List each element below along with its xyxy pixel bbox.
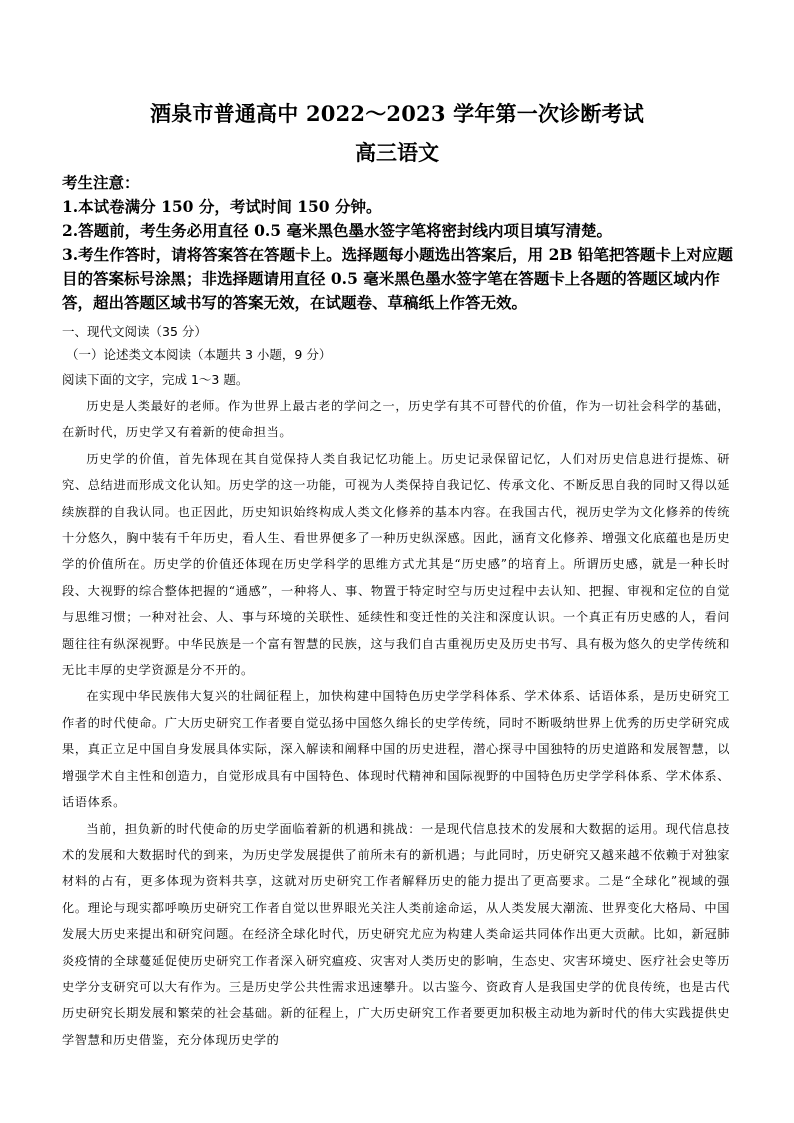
passage-paragraph-3: 在实现中华民族伟大复兴的壮阔征程上，加快构建中国特色历史学学科体系、学术体系、话语体系，是历史研究工作者的时代使命。广大历史研究工作者要自觉弘扬中国悠久绵长的史学传统，同时不断吸纳世界上优秀的历史学研究成果，真正立足中国自身发展具体实际，深入解读和阐释中国的历史进程，潜心探寻中国独特的历史道路和发展智慧，以增强学术自主性和创造力，自觉形成具有中国特色、体现时代精神和国际视野的中国特色历史学学科体系、学术体系、话语体系。 xyxy=(62,689,730,810)
exam-title: 酒泉市普通高中 2022～2023 学年第一次诊断考试 xyxy=(150,101,644,126)
passage-paragraph-4: 当前，担负新的时代使命的历史学面临着新的机遇和挑战：一是现代信息技术的发展和大数据的运用。现代信息技术的发展和大数据时代的到来，为历史学发展提供了前所未有的新机遇；与此同时，历史研究又越来越不依赖于对独家材料的占有，更多体现为资料共享，这就对历史研究工作者解释历史的能力提出了更高要求。二是“全球化”视域的强化。理论与现实都呼唤历史研究工作者自觉以世界眼光关注人类前途命运，从人类发展大潮流、世界变化大格局、中国发展大历史来提出和研究问题。在经济全球化时代，历史研究尤应为构建人类命运共同体作出更大贡献。比如，新冠肺炎疫情的全球蔓延促使历史研究工作者深入研究瘟疫、灾害对人类历史的影响，生态史、灾害环境史、医疗社会史等历史学分支研究可以大有作为。三是历史学公共性需求迅速攀升。以古鉴今、资政育人是我国史学的优良传统，也是古代历史研究长期发展和繁荣的社会基础。新的征程上，广大历史研究工作者要更加积极主动地为新时代的伟大实践提供史学智慧和历史借鉴，充分体现历史学的 xyxy=(62,821,730,1047)
notice-item-2: 2.答题前，考生务必用直径 0.5 毫米黑色墨水签字笔将密封线内项目填写清楚。 xyxy=(62,221,612,240)
subsection-heading: （一）论述类文本阅读（本题共 3 小题，9 分） xyxy=(66,347,332,362)
notice-heading: 考生注意： xyxy=(62,173,140,192)
notice-item-1: 1.本试卷满分 150 分，考试时间 150 分钟。 xyxy=(62,197,382,216)
reading-instruction: 阅读下面的文字，完成 1～3 题。 xyxy=(62,372,249,387)
passage-paragraph-1: 历史是人类最好的老师。作为世界上最古老的学问之一，历史学有其不可替代的价值，作为一切社会科学的基础，在新时代，历史学又有着新的使命担当。 xyxy=(62,399,730,440)
passage-paragraph-2: 历史学的价值，首先体现在其自觉保持人类自我记忆功能上。历史记录保留记忆，人们对历史信息进行提炼、研究、总结进而形成文化认知。历史学的这一功能，可视为人类保持自我记忆、传承文化、不断反思自我的同时又得以延续族群的自我认同。也正因此，历史知识始终构成人类文化修养的基本内容。在我国古代，视历史学为文化修养的传统十分悠久，胸中装有千年历史，看人生、看世界便多了一种历史纵深感。因此，涵育文化修养、增强文化底蕴也是历史学的价值所在。历史学的价值还体现在历史学科学的思维方式尤其是“历史感”的培育上。所谓历史感，就是一种长时段、大视野的综合整体把握的“通感”，一种将人、事、物置于特定时空与历史过程中去认知、把握、审视和定位的自觉与思维习惯；一种对社会、人、事与环境的关联性、延续性和变迁性的关注和深度认识。一个真正有历史感的人，看问题往往有纵深视野。中华民族是一个富有智慧的民族，这与我们自古重视历史及历史书写、具有极为悠久的史学传统和无比丰厚的史学资源是分不开的。 xyxy=(62,451,730,678)
notice-item-3: 3.考生作答时，请将答案答在答题卡上。选择题每小题选出答案后，用 2B 铅笔把答题卡上对应题目的答案标号涂黑；非选择题请用直径 0.5 毫米黑色墨水签字笔在答题卡上各题的答题区域内作答，超出答题区域书写的答案无效，在试题卷、草稿纸上作答无效。 xyxy=(62,245,733,312)
reading-passage xyxy=(62,393,730,1053)
exam-subject: 高三语文 xyxy=(355,140,439,165)
section-heading: 一、现代文阅读（35 分） xyxy=(62,324,207,339)
